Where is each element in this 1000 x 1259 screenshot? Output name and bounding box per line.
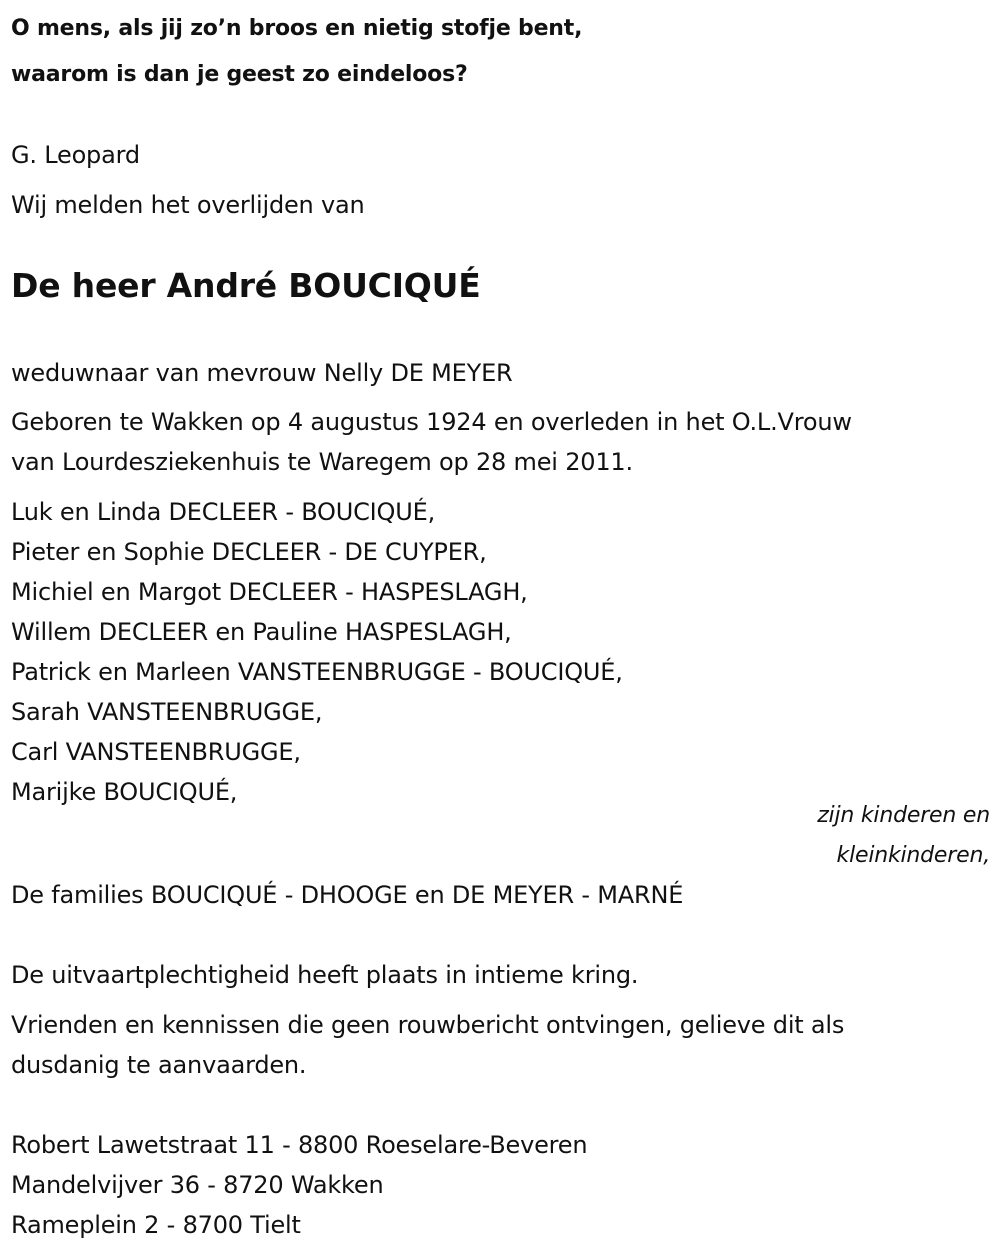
relation-text: zijn kinderen en <box>817 803 990 828</box>
family-member: Willem DECLEER en Pauline HASPESLAGH, <box>11 618 512 646</box>
family-member: Sarah VANSTEENBRUGGE, <box>11 698 323 726</box>
quote-line: O mens, als jij zo’n broos en nietig stofje bent, <box>11 16 583 41</box>
family-member: Marijke BOUCIQUÉ, <box>11 778 238 806</box>
families-text: De families BOUCIQUÉ - DHOOGE en DE MEYER - MARNÉ <box>11 881 684 909</box>
address: Robert Lawetstraat 11 - 8800 Roeselare-Beveren <box>11 1131 588 1159</box>
family-member: Luk en Linda DECLEER - BOUCIQUÉ, <box>11 498 435 526</box>
quote-line: waarom is dan je geest zo eindeloos? <box>11 62 468 87</box>
notice-line: dusdanig te aanvaarden. <box>11 1051 307 1079</box>
family-member: Michiel en Margot DECLEER - HASPESLAGH, <box>11 578 528 606</box>
family-member: Carl VANSTEENBRUGGE, <box>11 738 301 766</box>
address: Mandelvijver 36 - 8720 Wakken <box>11 1171 384 1199</box>
quote-author: G. Leopard <box>11 141 140 169</box>
family-member: Patrick en Marleen VANSTEENBRUGGE - BOUCIQUÉ, <box>11 658 623 686</box>
ceremony-text: De uitvaartplechtigheid heeft plaats in intieme kring. <box>11 961 639 989</box>
birth-death-line: van Lourdesziekenhuis te Waregem op 28 mei 2011. <box>11 448 633 476</box>
birth-death-line: Geboren te Wakken op 4 augustus 1924 en overleden in het O.L.Vrouw <box>11 408 852 436</box>
deceased-name: De heer André BOUCIQUÉ <box>11 266 481 305</box>
family-member: Pieter en Sophie DECLEER - DE CUYPER, <box>11 538 487 566</box>
widower-text: weduwnaar van mevrouw Nelly DE MEYER <box>11 359 513 387</box>
intro-text: Wij melden het overlijden van <box>11 191 365 219</box>
relation-text: kleinkinderen, <box>836 843 990 868</box>
notice-line: Vrienden en kennissen die geen rouwbericht ontvingen, gelieve dit als <box>11 1011 845 1039</box>
address: Rameplein 2 - 8700 Tielt <box>11 1211 301 1239</box>
